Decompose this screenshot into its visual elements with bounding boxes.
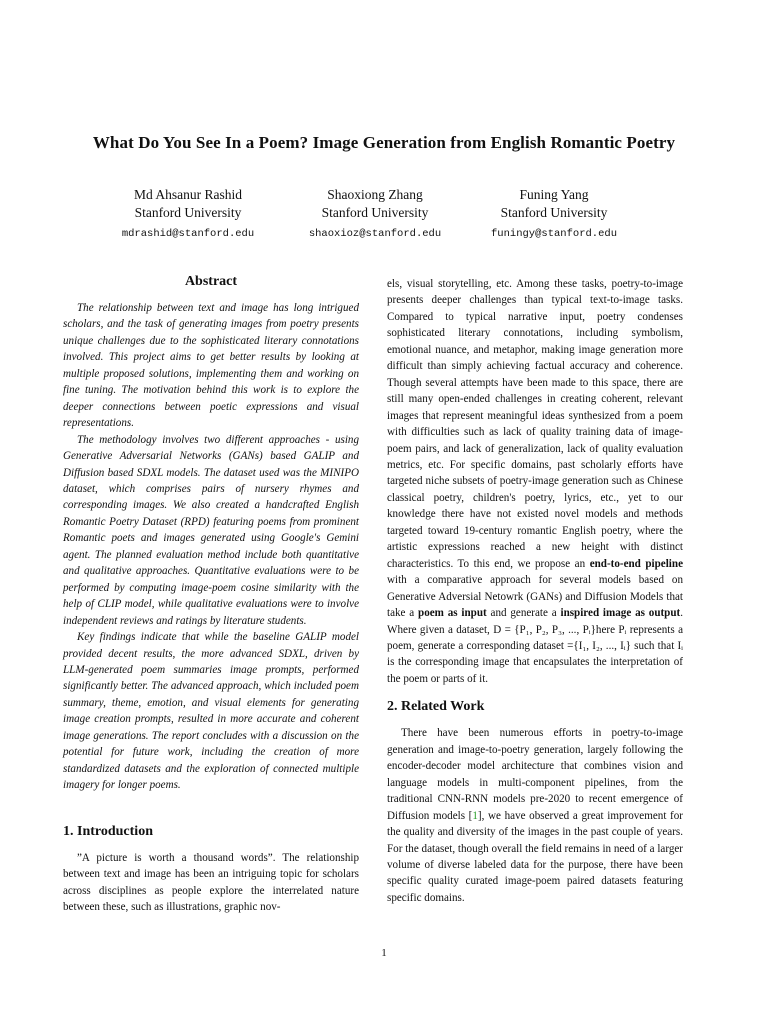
introduction-paragraph-continued [387, 276, 683, 687]
author-name: Funing Yang [519, 187, 589, 202]
section-heading-related-work: 2. Related Work [387, 699, 485, 715]
section-heading-introduction: 1. Introduction [63, 823, 153, 839]
abstract-section [63, 274, 359, 794]
right-column [387, 276, 683, 906]
author-name: Md Ahsanur Rashid [134, 187, 242, 202]
bold-phrase: end-to-end pipeline [589, 557, 683, 570]
author-name: Shaoxiong Zhang [327, 187, 423, 202]
left-column [63, 274, 359, 915]
abstract-paragraph: Key findings indicate that while the baseline GALIP model provided decent results, the more advanced SDXL, driven by LLM-generated poem summaries image prompts, performed significantly better. The advanced approach, which included poem summary, theme, emotion, and visual elements for generating image creation prompts, resulted in more accurate and coherent image generations. The report concludes with a discussion on the potential for future work, including the creation of more standardized datasets and the exploration of connected multiple imagery for longer poems. [63, 631, 359, 792]
author-affiliation: Stanford University [321, 205, 429, 220]
abstract-paragraph: The methodology involves two different approaches - using Generative Adversarial Networks (GANs) based GALIP and Diffusion based SDXL models. The dataset used was the MINIPO dataset, which comprises pairs of nursery rhymes and corresponding images. We also created a handcrafted English Romantic Poetry Dataset (RPD) featuring poems from prominent Romantic poets and images generated using Google's Gemini agent. The planned evaluation method include both quantitative and qualitative approaches. Quantitative evaluations were to be performed by computing image-poem cosine similarity with the help of CLIP model, while qualitative evaluations were to involve independent reviews and ratings by literature students. [63, 433, 359, 627]
body-text: and generate a [486, 607, 561, 620]
author-email: funingy@stanford.edu [490, 228, 618, 240]
body-text: . Where given a dataset, D = {P₁, P₂, P₃, ..., Pᵢ}here Pᵢ represents a poem, generate a corresponding dataset ={I₁, I₂, ..., Iᵢ} such that Iᵢ is the corresponding image that encapsulates the interpretation of the poem or parts of it. [387, 607, 683, 685]
body-text: with a comparative approach for several models based on Generative Adversial Netowrk (GANs) and Diffusion Models that take a [387, 574, 683, 620]
bold-phrase: inspired image as output [560, 607, 681, 620]
paper-title: What Do You See In a Poem? Image Generation from English Romantic Poetry [92, 133, 676, 152]
author-affiliation: Stanford University [134, 205, 242, 220]
author-block [444, 186, 664, 243]
author-email: mdrashid@stanford.edu [121, 228, 255, 240]
body-text: els, visual storytelling, etc. Among these tasks, poetry-to-image presents deeper challenges than typical text-to-image tasks. Compared to typical narrative input, poetry condenses sophisticated literary connotations, including symbolism, emotional nuance, and metaphor, making image generation more difficult than simply achieving factual accuracy and coherence. Though several attempts have been made to this space, there are still many open-ended challenges in creating coherent, relevant images that represent meaningful ideas synthesized from a poem with difficulties such as lack of quality training data of image-poem pairs, and lack of generalization, lack of quality evaluation metrics, etc. For specific domains, past scholarly efforts have targeted niche subsets of poetry-image generation such as Chinese classical poetry, children's poetry, lyrics, etc., yet to our knowledge there have not existed novel models and methods targeted toward 19-century romantic English poetry, where the artistic expressions reached a new height with distinct characteristics. To this end, we propose an [387, 278, 683, 570]
body-text: ], we have observed a great improvement for the quality and diversity of the images in the past couple of years. For the dataset, though overall the field remains in need of a larger volume of diverse labeled data for the purpose, there have been specific quality curated image-poem paired datasets featuring specific domains. [387, 809, 683, 904]
author-affiliation: Stanford University [500, 205, 608, 220]
abstract-heading: Abstract [184, 274, 238, 289]
body-text: There have been numerous efforts in poetry-to-image generation and image-to-poetry generation, largely following the encoder-decoder model architecture that combines vision and language models in multi-component pipelines, from the traditional CNN-RNN models pre-2020 to recent emergence of Diffusion models [ [387, 727, 683, 822]
author-email: shaoxioz@stanford.edu [308, 228, 442, 240]
related-work-paragraph [387, 725, 683, 906]
page-number: 1 [381, 947, 387, 959]
introduction-paragraph: ”A picture is worth a thousand words”. The relationship between text and image has been an intriguing topic for scholars across disciplines as people explore the interrelated nature between these, such as illustrations, graphic nov- [63, 851, 359, 913]
abstract-paragraph: The relationship between text and image has long intrigued scholars, and the task of generating images from poetry presents unique challenges due to the sophisticated literary connotations involved. This project aims to get better results by looking at multiple proposed solutions, implementing them and working on fine tuning. The motivation behind this work is to explore the deeper connections between poetic expressions and visual representations. [63, 302, 359, 430]
bold-phrase: poem as input [418, 607, 487, 620]
citation-link[interactable]: 1 [472, 809, 478, 822]
